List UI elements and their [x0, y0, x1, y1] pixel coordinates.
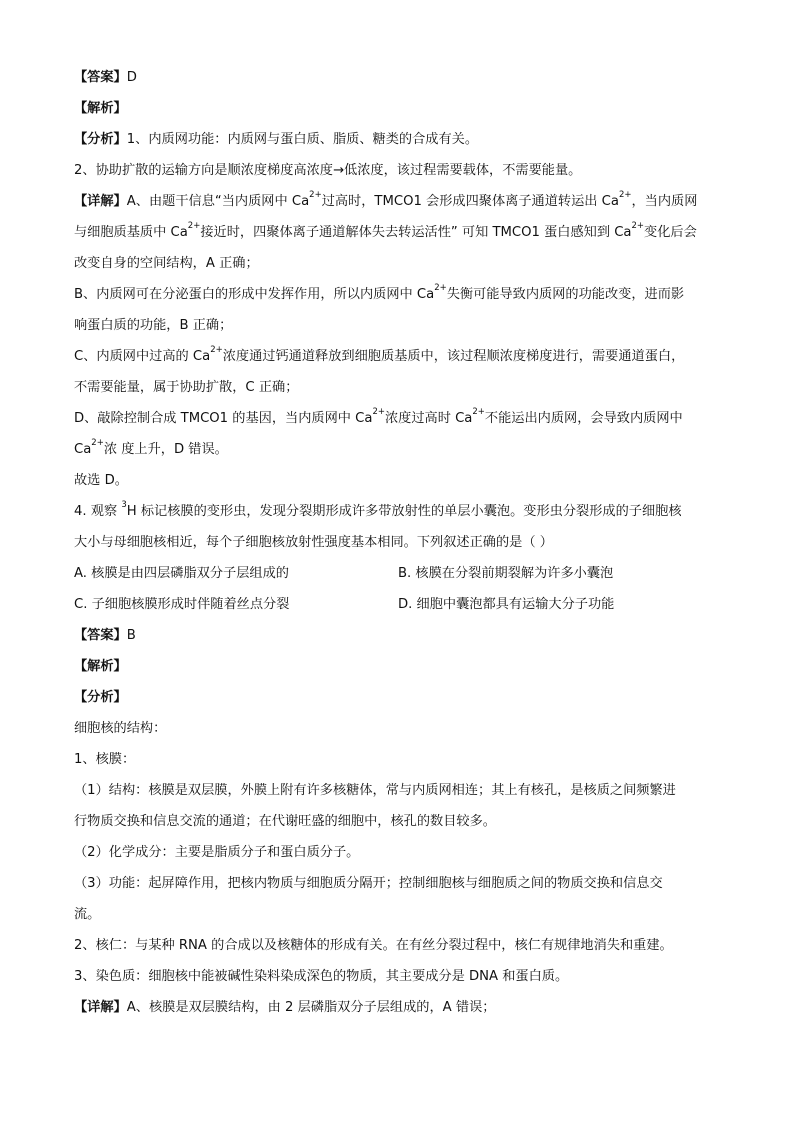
- nucleus-point-1-1-line-1: （1）结构：核膜是双层膜，外膜上附有许多核糖体，常与内质网相连；其上有核孔，是核质之间频繁进: [74, 783, 676, 798]
- superscript: 2+: [618, 190, 632, 200]
- detail-b-line-1: [74, 279, 734, 310]
- options-row-1: [74, 558, 734, 589]
- detail-text: A、核膜是双层膜结构，由 2 层磷脂双分子层组成的，A 错误；: [126, 1000, 496, 1015]
- question-4-line-2: 大小与母细胞核相近，每个子细胞核放射性强度基本相同。下列叙述正确的是（ ）: [74, 535, 553, 550]
- fenxi-line: [74, 124, 734, 155]
- nucleus-point-1-3-line-1: （3）功能：起屏障作用，把核内物质与细胞质分隔开；控制细胞核与细胞质之间的物质交换和信息交: [74, 876, 663, 891]
- answer-line-2: [74, 620, 734, 651]
- nucleus-point-1-1-line-2: 行物质交换和信息交流的通道；在代谢旺盛的细胞中，核孔的数目较多。: [74, 814, 496, 829]
- fenxi-tag: 【分析】: [74, 690, 127, 705]
- detail-b-line-2: 响蛋白质的功能，B 正确；: [74, 318, 233, 333]
- option-c: C. 子细胞核膜形成时伴随着丝点分裂: [74, 597, 290, 612]
- analysis-heading: [74, 93, 734, 124]
- superscript: 2+: [309, 190, 322, 200]
- option-b: B. 核膜在分裂前期裂解为许多小囊泡: [398, 566, 614, 581]
- option-d: D. 细胞中囊泡都具有运输大分子功能: [398, 597, 615, 612]
- document-page: [74, 62, 734, 1023]
- analysis-tag: 【解析】: [74, 101, 127, 116]
- detail-a-line-2: [74, 217, 734, 248]
- option-a: A. 核膜是由四层磷脂双分子层组成的: [74, 566, 289, 581]
- nucleus-point-2: 2、核仁：与某种 RNA 的合成以及核糖体的形成有关。在有丝分裂过程中，核仁有规律地消失和重建。: [74, 938, 673, 953]
- fenxi-tag: 【分析】: [74, 132, 127, 147]
- nucleus-point-3: 3、染色质：细胞核中能被碱性染料染成深色的物质，其主要成分是 DNA 和蛋白质。: [74, 969, 569, 984]
- superscript: 2+: [91, 438, 104, 448]
- nucleus-point-1-3-line-2: 流。: [74, 907, 101, 922]
- detail-a-final: [74, 992, 734, 1023]
- detail-text: 变化后会: [644, 225, 697, 240]
- superscript: 3: [121, 500, 127, 510]
- detail-text: 与细胞质基质中 Ca: [74, 225, 188, 240]
- answer-line: [74, 62, 734, 93]
- detail-text: 接近时，四聚体离子通道解体失去转运活性” 可知 TMCO1 蛋白感知到 Ca: [200, 225, 632, 240]
- detail-text: 浓度过高时 Ca: [384, 411, 473, 426]
- detail-text: 浓度通过钙通道释放到细胞质基质中，该过程顺浓度梯度进行，需要通道蛋白，: [222, 349, 685, 364]
- options-row-2: [74, 589, 734, 620]
- detail-text: Ca: [74, 442, 92, 457]
- question-text: H 标记核膜的变形虫，发现分裂期形成许多带放射性的单层小囊泡。变形虫分裂形成的子细胞核: [126, 504, 682, 519]
- superscript: 2+: [372, 407, 385, 417]
- answer-value: D: [126, 70, 137, 85]
- answer-value: B: [126, 628, 136, 643]
- detail-tag: 【详解】: [74, 194, 127, 209]
- detail-a-line-3: 改变自身的空间结构，A 正确；: [74, 256, 259, 271]
- fenxi-heading-2: [74, 682, 734, 713]
- detail-d-line-2: [74, 434, 734, 465]
- detail-text: 过高时，TMCO1 会形成四聚体离子通道转运出 Ca: [321, 194, 619, 209]
- detail-text: D、敲除控制合成 TMCO1 的基因，当内质网中 Ca: [74, 411, 373, 426]
- detail-tag: 【详解】: [74, 1000, 127, 1015]
- detail-d-line-1: [74, 403, 734, 434]
- detail-c-line-2: 不需要能量，属于协助扩散，C 正确；: [74, 380, 299, 395]
- nucleus-intro: 细胞核的结构：: [74, 721, 167, 736]
- superscript: 2+: [210, 345, 223, 355]
- nucleus-point-1-2: （2）化学成分：主要是脂质分子和蛋白质分子。: [74, 845, 360, 860]
- answer-tag: 【答案】: [74, 628, 127, 643]
- question-text: 4. 观察: [74, 504, 122, 519]
- detail-text: C、内质网中过高的 Ca: [74, 349, 211, 364]
- conclusion: 故选 D。: [74, 473, 128, 488]
- detail-text: A、由题干信息“当内质网中 Ca: [126, 194, 310, 209]
- fenxi-text: 1、内质网功能：内质网与蛋白质、脂质、糖类的合成有关。: [126, 132, 479, 147]
- analysis-heading-2: [74, 651, 734, 682]
- detail-text: 浓 度上升，D 错误。: [103, 442, 228, 457]
- detail-text: ，当内质网: [631, 194, 698, 209]
- answer-tag: 【答案】: [74, 70, 127, 85]
- analysis-tag: 【解析】: [74, 659, 127, 674]
- detail-text: 不能运出内质网，会导致内质网中: [484, 411, 683, 426]
- superscript: 2+: [631, 221, 645, 231]
- question-4-line-1: [74, 496, 734, 527]
- detail-a-line-1: [74, 186, 734, 217]
- superscript: 2+: [187, 221, 201, 231]
- detail-text: 失衡可能导致内质网的功能改变，进而影: [446, 287, 685, 302]
- point-2: 2、协助扩散的运输方向是顺浓度梯度高浓度→低浓度，该过程需要载体，不需要能量。: [74, 163, 582, 178]
- nucleus-point-1: 1、核膜：: [74, 752, 136, 767]
- superscript: 2+: [472, 407, 485, 417]
- detail-text: B、内质网可在分泌蛋白的形成中发挥作用，所以内质网中 Ca: [74, 287, 435, 302]
- superscript: 2+: [434, 283, 447, 293]
- detail-c-line-1: [74, 341, 734, 372]
